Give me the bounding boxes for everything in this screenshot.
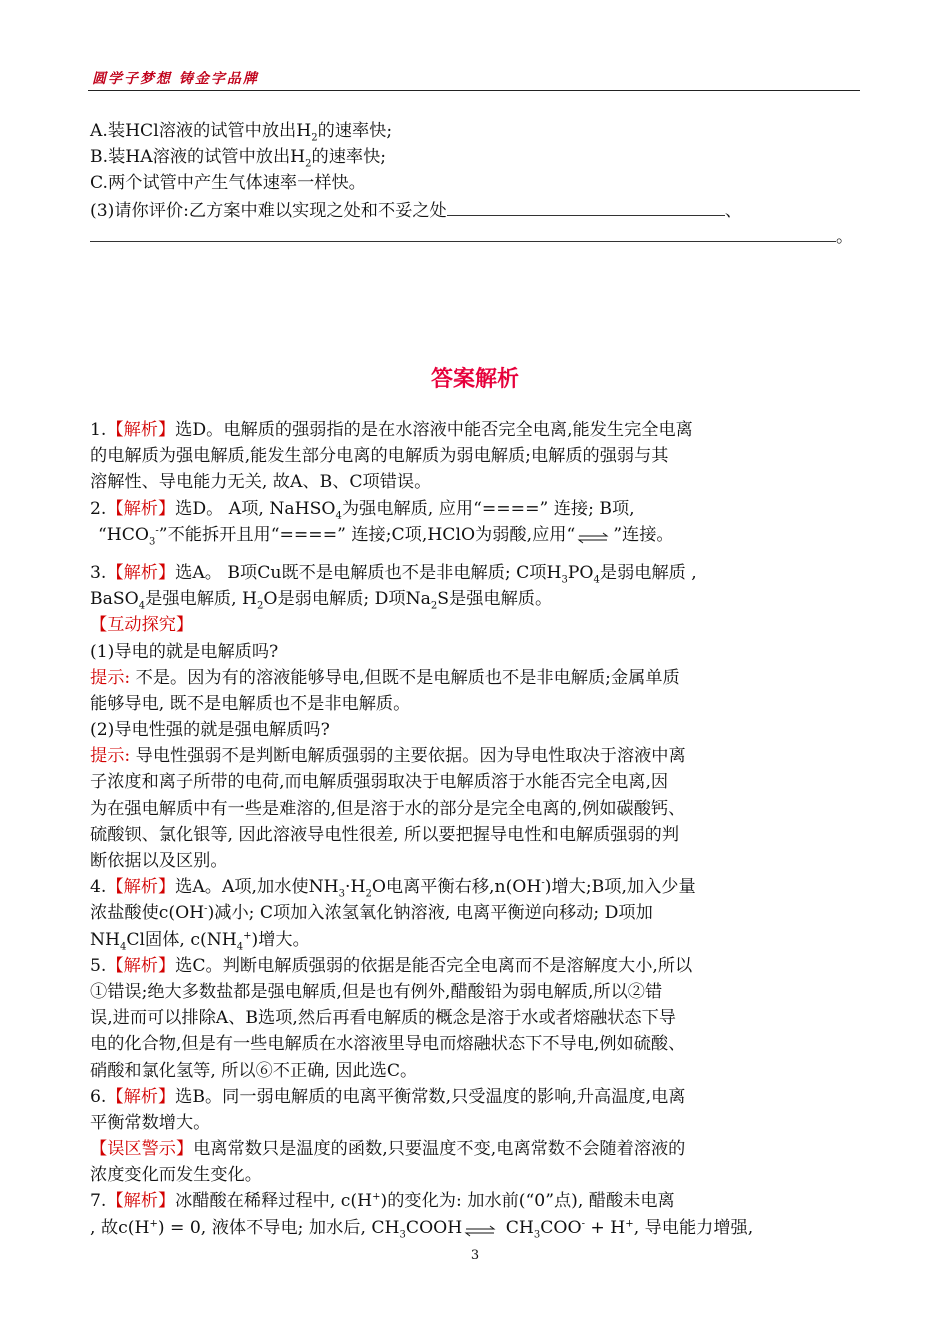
question-block xyxy=(90,118,860,249)
warning-tag: 【误区警示】 xyxy=(90,1139,194,1160)
option-b: B.装HA溶液的试管中放出$H_2$的速率快; xyxy=(90,147,387,170)
reversible-arrow-icon xyxy=(462,1217,500,1239)
analysis-tag: 【解析】 xyxy=(106,955,176,976)
warning-note: 【误区警示】电离常数只是温度的函数,只要温度不变,电离常数不会随着溶液的 xyxy=(90,1139,686,1160)
answer-6: 6.【解析】选B。同一弱电解质的电离平衡常数,只受温度的影响,升高温度,电离 xyxy=(90,1086,686,1107)
answer-blank-1[interactable] xyxy=(447,197,725,216)
brand-slogan: 圆学子梦想 铸金字品牌 xyxy=(92,71,259,87)
answer-blank-2[interactable] xyxy=(90,223,836,242)
analysis-tag: 【解析】 xyxy=(106,877,176,898)
answer-4: 4.【解析】选A。A项,加水使$NH_3\cdot H_2O$电离平衡右移,n(OH-)增大;B项,加入少量 xyxy=(90,877,696,900)
answer-7: 7.【解析】冰醋酸在稀释过程中, c(H+)的变化为: 加水前(“0”点), 醋酸未电离 xyxy=(90,1191,675,1212)
answer-1: 1.【解析】选D。电解质的强弱指的是在水溶液中能否完全电离,能发生完全电离 xyxy=(90,420,693,440)
explore-hint-2: 提示: 导电性强弱不是判断电解质强弱的主要依据。因为导电性取决于溶液中离 xyxy=(90,746,686,767)
page-number: 3 xyxy=(470,1248,480,1263)
analysis-tag: 【解析】 xyxy=(106,1191,176,1212)
analysis-tag: 【解析】 xyxy=(106,562,176,583)
explore-hint-1: 提示: 不是。因为有的溶液能够导电,但既不是电解质也不是非电解质;金属单质 xyxy=(90,667,680,688)
answer-3: 3.【解析】选A。 B项Cu既不是电解质也不是非电解质; C项$H_3PO_4$是弱电解质 , xyxy=(90,562,697,586)
analysis-tag: 【解析】 xyxy=(106,498,176,519)
hint-label: 提示: xyxy=(90,746,131,767)
analysis-tag: 【解析】 xyxy=(106,420,176,440)
option-a: A.装HCl溶液的试管中放出$H_2$的速率快; xyxy=(90,121,393,144)
answer-5: 5.【解析】选C。判断电解质强弱的依据是能否完全电离而不是溶解度大小,所以 xyxy=(90,955,693,976)
page-header xyxy=(88,62,860,91)
reversible-arrow-icon xyxy=(575,524,613,546)
question-3: (3)请你评价:乙方案中难以实现之处和不妥之处 、 xyxy=(90,197,860,223)
answers-block: 1.【解析】选D。电解质的强弱指的是在水溶液中能否完全电离,能发生完全电离 的电解质为强电解质,能发生部分电离的电解质为弱电解质;电解质的强弱与其 溶解性、导电能力无关, 故A、B、C项错误。 2.【解析】选D。 A项, NaHSO$_4$为强电解质, 应用“====” 连接; B项, “$HCO_3^-$”不能拆开且用“====” 连接;C项,HClO为弱酸,应用“ ”连接。 3.【解析】选A。 B项Cu既不是电解质也不是非电解质; C项$H_3PO_4$是弱电解质 , BaSO$_4$是强电解质, $H_2O$是弱电解质; D项$Na_2S$是强电解质。 【互动探究】 (1)导电的就是电解质吗? 提示: 不是。因为有的溶液能够导电,但既不是电解质也不是非电解质;金属单质 能够导电, 既不是电解质也不是非电解质。 (2)导电性强的就是强电解质吗? 提示: 导电性强弱不是判断电解质强弱的主要依据。因为导电性取决于溶液中离 子浓度和离子所带的电荷,而电解质强弱取决于电解质溶于水能否完全电离,因 为在强电解质中有一些是难溶的,但是溶于水的部分是完全电离的,例如碳酸钙、 硫酸钡、氯化银等, 因此溶液导电性很差, 所以要把握导电性和电解质强弱的判 断依据以及区别。 4.【解析】选A。A项,加水使$NH_3\cdot H_2O$电离平衡右移,n(OH-)增大;B项,加入少量 浓盐酸使c(OH-)减小; C项加入浓氢氧化钠溶液, 电离平衡逆向移动; D项加 $NH_4Cl$固体, $c(NH_4^+)$增大。 5.【解析】选C。判断电解质强弱的依据是能否完全电离而不是溶解度大小,所以 ①错误;绝大多数盐都是强电解质,但是也有例外,醋酸铅为弱电解质,所以②错 误,进而可以排除A、B选项,然后再看电解质的概念是溶于水或者熔融状态下导 电的化合物,但是有一些电解质在水溶液里导电而熔融状态下不导电,例如硫酸、 硝酸和氯化氢等, 所以⑥不正确, 因此选C。 6.【解析】选B。同一弱电解质的电离平衡常数,只受温度的影响,升高温度,电离 平衡常数增大。 【误区警示】电离常数只是温度的函数,只要温度不变,电离常数不会随着溶液的 浓度变化而发生变化。 7.【解析】冰醋酸在稀释过程中, c(H+)的变化为: 加水前(“0”点), 醋酸未电离 , 故c(H+) = 0, 液体不导电; 加水后, $CH_3COOH$ $CH_3COO^- + H^+$, 导电能力增强, xyxy=(90,417,865,1241)
question-3-line2: 。 xyxy=(90,223,860,249)
analysis-tag: 【解析】 xyxy=(106,1086,176,1107)
explore-q2: (2)导电性强的就是强电解质吗? xyxy=(90,720,330,741)
explore-q1: (1)导电的就是电解质吗? xyxy=(90,641,279,662)
option-c: C.两个试管中产生气体速率一样快。 xyxy=(90,173,366,194)
hint-label: 提示: xyxy=(90,667,131,688)
answer-section-title: 答案解析 xyxy=(430,367,519,392)
answer-2: 2.【解析】选D。 A项, NaHSO$_4$为强电解质, 应用“====” 连接; B项, xyxy=(90,498,635,521)
explore-tag: 【互动探究】 xyxy=(90,615,194,636)
